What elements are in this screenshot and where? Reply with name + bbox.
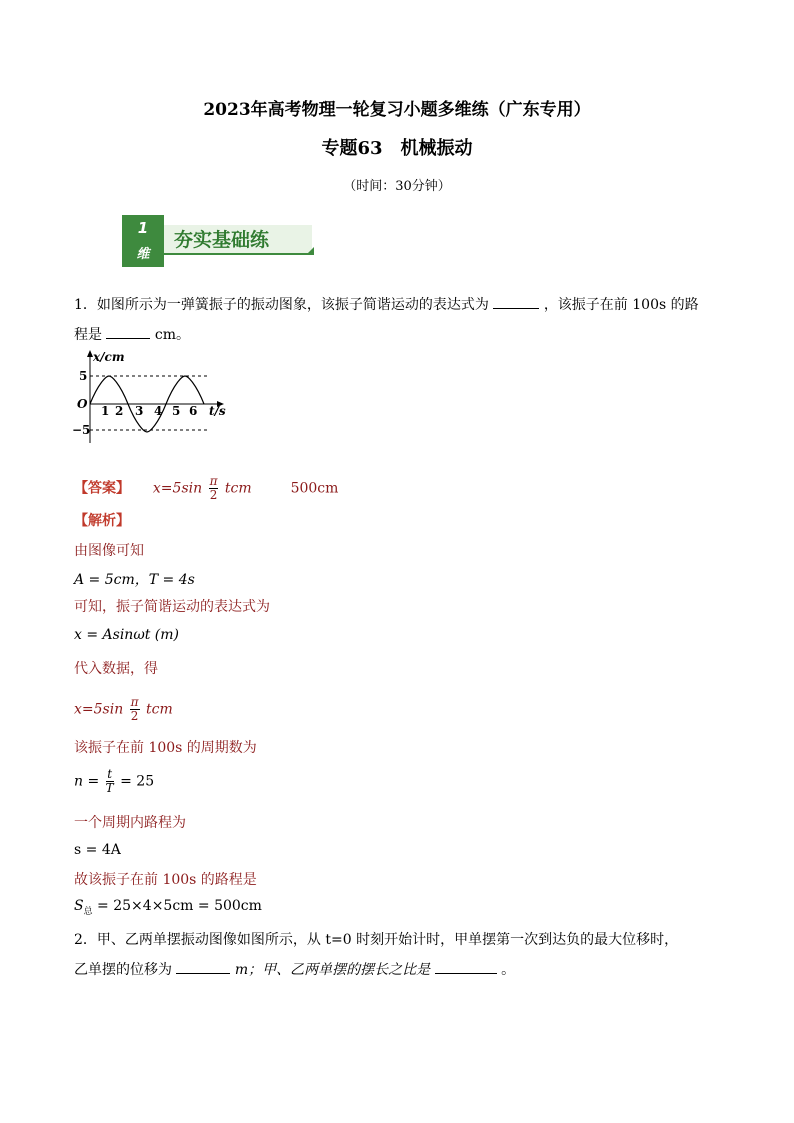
eq6-rest: = 25×4×5cm = 500cm — [92, 898, 262, 914]
eq3-fraction-denominator: 2 — [130, 709, 139, 723]
q2-text-part-c: 。 — [501, 962, 516, 978]
eq4-fraction-numerator: t — [107, 767, 113, 781]
analysis-eq-1: A = 5cm，T = 4s — [74, 572, 195, 588]
q1-text-part-a: 1．如图所示为一弹簧振子的振动图象，该振子简谐运动的表达式为 — [74, 297, 489, 313]
document-title: 2023年高考物理一轮复习小题多维练（广东专用） — [203, 100, 591, 120]
answer-label: 【答案】 — [74, 480, 130, 497]
origin-label: O — [77, 397, 88, 411]
time-limit: （时间：30分钟） — [343, 179, 451, 194]
analysis-label: 【解析】 — [74, 513, 130, 529]
analysis-step-2: 可知，振子简谐运动的表达式为 — [74, 599, 270, 615]
eq4-fraction — [106, 768, 114, 795]
eq6-symbol: S — [74, 898, 84, 914]
q2-text-part-b: m；甲、乙两单摆的摆长之比是 — [234, 962, 431, 978]
q1-blank-expression — [493, 294, 539, 309]
eq4-part-b: = 25 — [120, 773, 155, 790]
analysis-eq-2: x = Asinωt (m) — [74, 627, 180, 643]
analysis-step-1: 由图像可知 — [74, 543, 144, 559]
q2-blank-displacement — [176, 959, 230, 974]
q2-line-1: 2．甲、乙两单摆振动图像如图所示，从 t=0 时刻开始计时，甲单摆第一次到达负的最大位移时， — [74, 932, 679, 948]
eq4-fraction-denominator: T — [105, 781, 114, 795]
eq3-fraction-numerator: π — [130, 695, 139, 709]
analysis-eq-3 — [74, 696, 173, 723]
answer-expr-part-a: x=5sin — [152, 480, 203, 497]
answer-expr-part-b: tcm — [224, 480, 252, 497]
banner-number: 1 — [137, 219, 149, 237]
q1-oscillation-graph — [72, 348, 232, 448]
x-tick-1: 1 — [101, 404, 110, 418]
q1-answer-line — [74, 475, 338, 502]
x-tick-4: 4 — [154, 404, 163, 418]
analysis-eq-6 — [74, 898, 262, 917]
q2-line-2 — [74, 959, 515, 979]
analysis-step-3: 代入数据，得 — [74, 661, 158, 677]
eq4-part-a: n = — [74, 773, 100, 790]
q1-blank-distance — [106, 324, 150, 339]
answer-fraction-denominator: 2 — [209, 488, 218, 502]
banner-number-box — [122, 215, 164, 267]
x-tick-3: 3 — [135, 404, 144, 418]
x-tick-2: 2 — [115, 404, 124, 418]
banner-label: 夯实基础练 — [164, 225, 312, 255]
eq3-fraction — [130, 696, 140, 723]
x-tick-6: 6 — [189, 404, 198, 418]
eq3-part-b: tcm — [146, 701, 173, 718]
analysis-step-6: 故该振子在前 100s 的路程是 — [74, 872, 257, 888]
y-axis-label: x/cm — [93, 350, 125, 364]
y-tick-positive: 5 — [79, 369, 88, 383]
x-axis-label: t/s — [209, 404, 226, 418]
banner-corner-decoration — [306, 247, 314, 255]
analysis-eq-4 — [74, 768, 154, 795]
q1-line-1 — [74, 294, 699, 314]
q1-text-part-c: 程是 — [74, 327, 102, 343]
y-tick-negative: −5 — [72, 423, 91, 437]
q2-blank-length-ratio — [435, 959, 497, 974]
eq3-part-a: x=5sin — [74, 701, 124, 718]
q2-text-part-a: 乙单摆的位移为 — [74, 962, 172, 978]
answer-fraction — [209, 475, 219, 502]
q1-text-part-b: ，该振子在前 100s 的路 — [543, 297, 699, 313]
answer-distance: 500cm — [290, 480, 339, 497]
banner-number-suffix: 维 — [136, 247, 150, 262]
analysis-eq-5: s = 4A — [74, 842, 121, 858]
topic-title: 专题63 机械振动 — [321, 138, 473, 159]
section-banner — [122, 215, 322, 267]
answer-fraction-numerator: π — [209, 474, 218, 488]
x-tick-5: 5 — [172, 404, 181, 418]
q1-text-part-d: cm。 — [154, 327, 191, 343]
eq6-subscript: 总 — [83, 906, 93, 917]
analysis-step-4: 该振子在前 100s 的周期数为 — [74, 740, 257, 756]
analysis-step-5: 一个周期内路程为 — [74, 815, 186, 831]
q1-line-2 — [74, 324, 190, 344]
